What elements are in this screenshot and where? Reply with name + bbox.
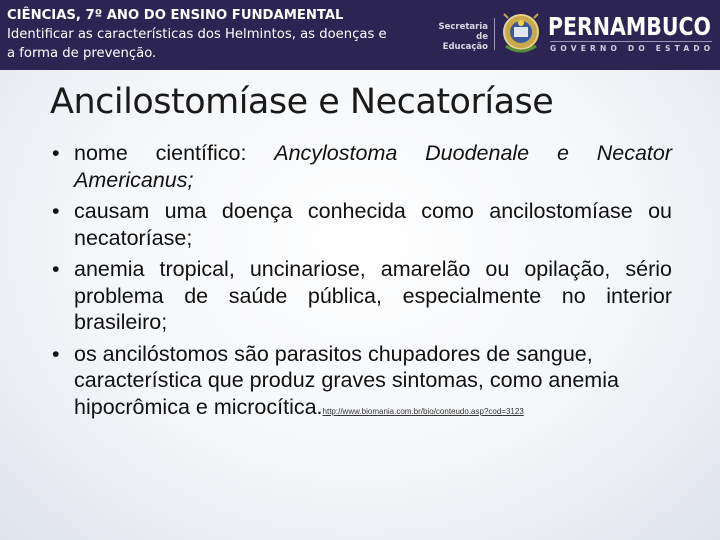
bullet-item	[48, 256, 672, 336]
header-title: CIÊNCIAS, 7º ANO DO ENSINO FUNDAMENTAL	[7, 8, 344, 23]
bullet-marker: •	[52, 341, 60, 366]
coat-of-arms-icon	[500, 10, 542, 58]
slide-title: Ancilostomíase e Necatoríase	[50, 82, 554, 122]
bullet-text: causam uma doença conhecida como ancilostomíase ou necatoríase;	[74, 199, 672, 250]
brand-subtitle: GOVERNO DO ESTADO	[550, 44, 715, 53]
bullet-prefix: nome científico:	[74, 141, 275, 165]
scientific-names: Ancylostoma Duodenale e Necator Americanus;	[74, 141, 672, 192]
brand-name: PERNAMBUCO	[548, 12, 711, 41]
bullet-text: os ancilóstomos são parasitos chupadores de sangue, característica que produz graves sintomas, como anemia hipocrômica e microcítica.	[74, 341, 619, 419]
bullet-list	[48, 140, 672, 430]
bullet-item	[48, 341, 672, 426]
government-logo	[430, 0, 720, 70]
bullet-marker: •	[52, 199, 60, 223]
secretaria-line1: Secretaria de	[438, 22, 488, 42]
reference-link[interactable]: http://www.biomania.com.br/bio/conteudo.asp?cod=3123	[322, 406, 524, 416]
bullet-item	[48, 198, 672, 251]
brand-underline	[550, 41, 712, 42]
header-subtitle: Identificar as características dos Helmintos, as doenças e a forma de prevenção.	[7, 27, 387, 61]
bullet-marker: •	[52, 141, 60, 165]
header-text	[7, 6, 387, 63]
secretaria-line2: Educação	[442, 42, 488, 52]
secretaria-label	[430, 22, 488, 52]
bullet-text: anemia tropical, uncinariose, amarelão ou opilação, sério problema de saúde pública, especialmente no interior brasileiro;	[74, 257, 672, 334]
bullet-marker: •	[52, 257, 60, 281]
header-bar	[0, 0, 720, 70]
bullet-item	[48, 140, 672, 193]
logo-divider	[494, 18, 495, 50]
